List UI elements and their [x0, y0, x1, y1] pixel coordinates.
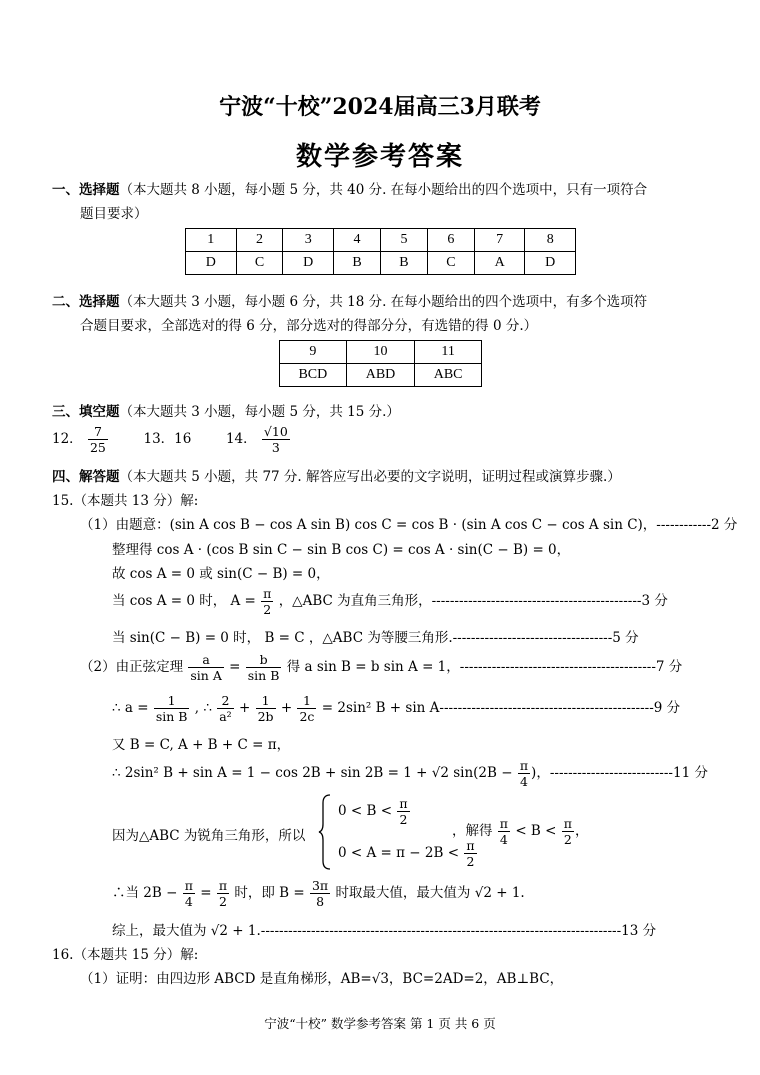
- exam-title: 宁波“十校”2024届高三3月联考: [219, 94, 541, 120]
- frac-num: a: [188, 652, 223, 668]
- s1-num-cell: 8: [525, 229, 576, 252]
- s2-ans-cell: BCD: [280, 364, 347, 387]
- q15-p1-line3: 故 cos A = 0 或 sin(C − B) = 0，: [112, 566, 330, 582]
- s1-num-cell: 3: [283, 229, 334, 252]
- frac-num: π: [263, 586, 272, 601]
- q14-label: 14．: [225, 431, 257, 447]
- score-mark: -------------------------------------------7 分: [459, 659, 683, 675]
- s1-ans-cell: B: [380, 252, 427, 275]
- q15-p2-line1: [80, 652, 682, 683]
- s1-ans-cell: D: [186, 252, 237, 275]
- q12-num: 7: [88, 424, 108, 440]
- frac-den: 4: [184, 894, 193, 909]
- s1-ans-cell: C: [236, 252, 283, 275]
- system-line1: [338, 796, 411, 827]
- s1-num-cell: 4: [334, 229, 381, 252]
- section1-number-row: [186, 229, 576, 252]
- frac-num: π: [466, 838, 475, 853]
- s1-num-cell: 2: [236, 229, 283, 252]
- q15-p2-line2: [112, 693, 680, 724]
- two-over-a2-fraction: [217, 693, 233, 724]
- left-brace: [318, 793, 334, 871]
- score-mark: -----------------------------------5 分: [452, 630, 639, 646]
- frac-den: sin B: [247, 668, 280, 683]
- frac-den: 4: [519, 774, 528, 789]
- frac-num: 1: [154, 693, 190, 709]
- frac-num: π: [519, 758, 529, 773]
- frac-num: π: [563, 816, 572, 831]
- q15-p1-l5-text: 当 sin(C − B) = 0 时， B = C ，△ABC 为等腰三角形.: [112, 630, 453, 646]
- s1-num-cell: 5: [380, 229, 427, 252]
- section4-line: [52, 465, 621, 485]
- q15-p2-l1-text-a: （2）由正弦定理: [80, 659, 184, 675]
- score-mark: ---------------------------11 分: [549, 765, 708, 781]
- frac-num: π: [499, 816, 509, 831]
- q15-p1-line2: 整理得 cos A · (cos B sin C − sin B cos C) = cos A · sin(C − B) = 0，: [112, 542, 571, 558]
- q15-p2-l6-text-b: 时，即 B =: [234, 885, 305, 901]
- q15-p2-line5-lead: 因为△ABC 为锐角三角形，所以: [112, 828, 306, 844]
- section2-answer-row: [280, 364, 482, 387]
- section1-answer-row: [186, 252, 576, 275]
- pi-over-4-fraction: [518, 758, 530, 789]
- frac-den: 2c: [299, 709, 315, 724]
- section3-desc: （本大题共 3 小题，每小题 5 分，共 15 分.）: [119, 404, 400, 420]
- s1-num-cell: 7: [474, 229, 525, 252]
- q15-p1-line4: [112, 586, 668, 617]
- pi-over-4-fraction: [498, 816, 510, 847]
- b-over-sinB-fraction: [246, 652, 282, 683]
- q15-p1-line5: [112, 626, 639, 646]
- q16-p1-line1: （1）证明：由四边形 ABCD 是直角梯形，AB=√3，BC=2AD=2，AB⊥BC，: [80, 971, 564, 987]
- frac-num: 1: [297, 693, 316, 709]
- s1-ans-cell: D: [525, 252, 576, 275]
- s1-num-cell: 6: [427, 229, 474, 252]
- plus-sign: +: [280, 700, 293, 716]
- q13-answer: 13．16: [143, 431, 192, 447]
- system-line1-text: 0 < B <: [338, 803, 393, 819]
- q14-den: 3: [271, 440, 280, 455]
- section1-line1: [52, 178, 647, 198]
- q15-heading: 15.（本题共 13 分）解:: [52, 493, 199, 509]
- s2-ans-cell: ABD: [346, 364, 414, 387]
- s1-ans-cell: A: [474, 252, 525, 275]
- frac-num: b: [246, 652, 282, 668]
- q14-num: √10: [263, 424, 288, 439]
- one-over-sinB-fraction: [154, 693, 190, 724]
- q15-p1-l4-text-a: 当 cos A = 0 时， A =: [112, 593, 256, 609]
- section1-label: 一、选择题: [52, 182, 120, 198]
- q16-heading: 16.（本题共 15 分）解:: [52, 947, 199, 963]
- q15-p2-line3: 又 B = C, A + B + C = π，: [112, 737, 291, 753]
- frac-num: π: [399, 796, 408, 811]
- q15-p2-line4: [112, 758, 708, 789]
- frac-num: π: [218, 878, 228, 893]
- a-over-sinA-fraction: [188, 652, 223, 683]
- pi-over-2-fraction: [261, 586, 273, 617]
- three-pi-over-8-fraction: [310, 878, 330, 909]
- section2-line1: [52, 290, 647, 310]
- frac-den: 2: [263, 602, 272, 617]
- section2-desc1: （本大题共 3 小题，每小题 6 分，共 18 分. 在每小题给出的四个选项中，有多个选项符: [119, 294, 648, 310]
- section2-answer-table: [279, 340, 482, 387]
- q15-p2-l1-text-b: 得 a sin B = b sin A = 1，: [286, 659, 460, 675]
- q15-p1-l1-text: （1）由题意：(sin A cos B − cos A sin B) cos C = cos B · (sin A cos C − cos A sin C)，: [80, 517, 657, 533]
- frac-den: 2: [218, 894, 227, 909]
- frac-den: 2: [399, 812, 408, 827]
- s1-ans-cell: C: [427, 252, 474, 275]
- pi-over-2-fraction: [562, 816, 574, 847]
- plus-sign: +: [239, 700, 251, 716]
- q15-p1-line1: [80, 513, 737, 533]
- section4-desc: （本大题共 5 小题，共 77 分. 解答应写出必要的文字说明，证明过程或演算步骤.）: [119, 469, 621, 485]
- section2-desc2: 合题目要求，全部选对的得 6 分，部分选对的得部分分，有选错的得 0 分.）: [80, 318, 538, 334]
- frac-num: π: [184, 878, 193, 893]
- s2-num-cell: 9: [280, 341, 347, 364]
- frac-den: sin A: [190, 668, 222, 683]
- frac-num: 1: [256, 693, 276, 709]
- frac-den: a²: [219, 709, 232, 724]
- equals-sign: =: [229, 659, 241, 675]
- section1-desc2: 题目要求）: [80, 206, 148, 222]
- page-footer: 宁波“十校” 数学参考答案 第 1 页 共 6 页: [264, 1016, 496, 1031]
- section2-label: 二、选择题: [52, 294, 120, 310]
- section3-label: 三、填空题: [52, 404, 120, 420]
- frac-den: 2: [466, 854, 475, 869]
- score-mark: ----------------------------------------------3 分: [431, 593, 668, 609]
- s2-num-cell: 11: [415, 341, 482, 364]
- q15-p2-l6-text-c: 时取最大值，最大值为 √2 + 1.: [335, 885, 525, 901]
- q14-fraction: [262, 424, 290, 455]
- q15-p2-l6-text-a: ∴当 2B −: [112, 885, 178, 901]
- section1-desc1: （本大题共 8 小题，每小题 5 分，共 40 分. 在每小题给出的四个选项中，只有一项符合: [119, 182, 648, 198]
- answer-key-title: 数学参考答案: [295, 142, 464, 172]
- q15-p2-l5-text-b: ，解得: [452, 823, 493, 839]
- q15-p1-l4-text-b: ，△ABC 为直角三角形，: [278, 593, 432, 609]
- score-mark: ------------2 分: [656, 517, 738, 533]
- s1-ans-cell: B: [334, 252, 381, 275]
- frac-num: 3π: [311, 878, 329, 893]
- q15-p2-line5-result: [452, 816, 588, 847]
- section3-line: [52, 400, 400, 420]
- q12-fraction: [88, 424, 108, 455]
- q15-p2-line6: [112, 878, 525, 909]
- pi-over-4-fraction: [183, 878, 195, 909]
- one-over-2b-fraction: [256, 693, 276, 724]
- s2-ans-cell: ABC: [415, 364, 482, 387]
- fill-answers: [52, 424, 291, 455]
- s1-ans-cell: D: [283, 252, 334, 275]
- score-mark: -------------------------------------------------------------------------------13 分: [260, 923, 657, 939]
- frac-den: 2: [563, 832, 572, 847]
- q12-den: 25: [89, 440, 106, 455]
- q15-p2-l2-text-c: = 2sin² B + sin A: [321, 700, 440, 716]
- s2-num-cell: 10: [346, 341, 414, 364]
- q15-p2-l4-text-b: )，: [531, 765, 550, 781]
- system-line2-text: 0 < A = π − 2B <: [338, 845, 460, 861]
- section2-number-row: [280, 341, 482, 364]
- pi-over-2-fraction: [217, 878, 229, 909]
- frac-den: sin B: [155, 709, 188, 724]
- equals-sign: =: [200, 885, 212, 901]
- frac-num: 2: [217, 693, 233, 709]
- q15-p2-l2-text-a: ∴ a =: [112, 700, 149, 716]
- section1-answer-table: [185, 228, 576, 275]
- pi-over-2-fraction: [397, 796, 409, 827]
- q15-p2-l2-text-b: , ∴: [194, 700, 212, 716]
- inequality-middle: < B <: [515, 823, 557, 839]
- frac-den: 4: [499, 832, 508, 847]
- s1-num-cell: 1: [186, 229, 237, 252]
- section4-label: 四、解答题: [52, 469, 120, 485]
- q15-p2-line7: [112, 919, 656, 939]
- q15-p2-l7-text: 综上，最大值为 √2 + 1.: [112, 923, 261, 939]
- q15-p2-l4-text-a: ∴ 2sin² B + sin A = 1 − cos 2B + sin 2B = 1 + √2 sin(2B −: [112, 765, 513, 781]
- score-mark: -----------------------------------------------9 分: [439, 700, 681, 716]
- one-over-2c-fraction: [297, 693, 316, 724]
- q12-label: 12．: [52, 431, 83, 447]
- comma: ，: [574, 823, 589, 839]
- frac-den: 2b: [257, 709, 274, 724]
- frac-den: 8: [316, 894, 325, 909]
